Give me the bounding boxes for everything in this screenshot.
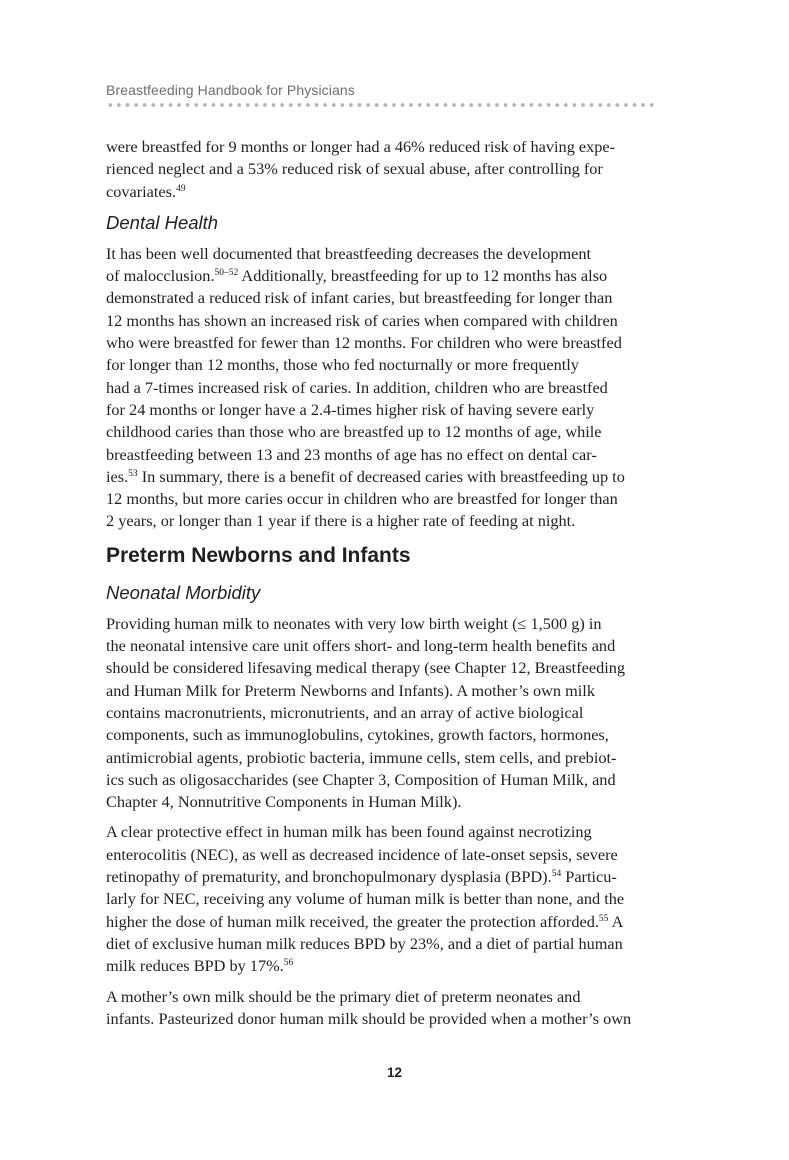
text-run: ies. (106, 466, 129, 486)
text-run: 12 months, but more caries occur in children who are breastfed for longer than (106, 489, 618, 509)
text-run: had a 7-times increased risk of caries. In addition, children who are breastfed (106, 377, 608, 397)
paragraph-neonatal-3 (106, 986, 666, 1031)
heading-neonatal-morbidity: Neonatal Morbidity (106, 581, 261, 603)
text-run: of malocclusion. (106, 266, 215, 286)
text-run: should be considered lifesaving medical therapy (see Chapter 12, Breastfeeding (106, 658, 626, 678)
text-run: and Human Milk for Preterm Newborns and Infants). A mother’s own milk (106, 680, 595, 700)
text-line (106, 287, 666, 309)
text-line (106, 702, 666, 724)
text-line (106, 844, 666, 866)
text-line (106, 657, 666, 679)
text-line (106, 986, 666, 1008)
text-line (106, 265, 666, 287)
text-line (106, 243, 666, 265)
text-line (106, 955, 666, 977)
paragraph-neonatal-1 (106, 613, 666, 814)
paragraph-dental-health (106, 243, 666, 533)
text-line (106, 747, 666, 769)
citation-superscript: 56 (283, 958, 294, 969)
text-run: ics such as oligosaccharides (see Chapter 3, Composition of Human Milk, and (106, 769, 616, 789)
text-run: for 24 months or longer have a 2.4-times higher risk of having severe early (106, 399, 595, 419)
text-run: who were breastfed for fewer than 12 months. For children who were breastfed (106, 333, 622, 353)
text-line (106, 911, 666, 933)
text-run: rienced neglect and a 53% reduced risk of sexual abuse, after controlling for (106, 159, 603, 179)
text-run: A (608, 911, 624, 931)
text-run: antimicrobial agents, probiotic bacteria, immune cells, stem cells, and prebiot- (106, 747, 617, 767)
text-run: A mother’s own milk should be the primary diet of preterm neonates and (106, 986, 581, 1006)
text-run: 12 months has shown an increased risk of caries when compared with children (106, 310, 618, 330)
text-run: contains macronutrients, micronutrients, and an array of active biological (106, 702, 584, 722)
text-line (106, 181, 666, 203)
text-line (106, 488, 666, 510)
text-line (106, 136, 666, 158)
citation-superscript: 55 (598, 913, 609, 924)
text-run: larly for NEC, receiving any volume of human milk is better than none, and the (106, 889, 625, 909)
text-line (106, 821, 666, 843)
citation-superscript: 50–52 (214, 268, 239, 279)
text-line (106, 866, 666, 888)
paragraph-neonatal-2 (106, 821, 666, 977)
running-head: Breastfeeding Handbook for Physicians (106, 82, 355, 98)
text-line (106, 421, 666, 443)
text-line (106, 724, 666, 746)
paragraph-continued (106, 136, 666, 203)
text-run: It has been well documented that breastfeeding decreases the development (106, 243, 592, 263)
text-line (106, 613, 666, 635)
text-run: components, such as immunoglobulins, cytokines, growth factors, hormones, (106, 725, 609, 745)
text-run: for longer than 12 months, those who fed nocturnally or more frequently (106, 355, 579, 375)
heading-dental-health: Dental Health (106, 211, 219, 233)
text-run: infants. Pasteurized donor human milk should be provided when a mother’s own (106, 1008, 632, 1028)
text-run: demonstrated a reduced risk of infant caries, but breastfeeding for longer than (106, 288, 613, 308)
text-run: childhood caries than those who are breastfed up to 12 months of age, while (106, 422, 602, 442)
text-line (106, 310, 666, 332)
text-run: A clear protective effect in human milk has been found against necrotizing (106, 822, 592, 842)
text-run: Providing human milk to neonates with very low birth weight (≤ 1,500 g) in (106, 613, 602, 633)
text-line (106, 158, 666, 180)
text-run: were breastfed for 9 months or longer had a 46% reduced risk of having expe- (106, 137, 616, 156)
text-line (106, 510, 666, 532)
heading-preterm-newborns: Preterm Newborns and Infants (106, 543, 411, 567)
text-run: 2 years, or longer than 1 year if there is a higher rate of feeding at night. (106, 511, 576, 531)
citation-superscript: 49 (176, 183, 186, 194)
text-run: covariates. (106, 181, 177, 201)
text-line (106, 466, 666, 488)
text-run: Chapter 4, Nonnutritive Components in Human Milk). (106, 792, 462, 812)
text-line (106, 888, 666, 910)
text-line (106, 444, 666, 466)
header-dotted-rule (106, 102, 658, 108)
text-line (106, 332, 666, 354)
text-run: breastfeeding between 13 and 23 months of age has no effect on dental car- (106, 444, 597, 464)
text-line (106, 354, 666, 376)
text-line (106, 635, 666, 657)
text-line (106, 377, 666, 399)
text-run: the neonatal intensive care unit offers short- and long-term health benefits and (106, 636, 616, 656)
text-run: In summary, there is a benefit of decreased caries with breastfeeding up to (137, 466, 625, 486)
citation-superscript: 53 (128, 468, 138, 479)
text-line (106, 933, 666, 955)
text-line (106, 791, 666, 813)
text-run: enterocolitis (NEC), as well as decreased incidence of late-onset sepsis, severe (106, 844, 618, 864)
page-body (106, 136, 666, 1038)
text-run: diet of exclusive human milk reduces BPD by 23%, and a diet of partial human (106, 933, 623, 953)
text-run: higher the dose of human milk received, the greater the protection afforded. (106, 911, 599, 931)
text-line (106, 680, 666, 702)
text-line (106, 769, 666, 791)
text-run: Particu- (561, 867, 617, 887)
page-number: 12 (386, 1065, 403, 1080)
text-line (106, 399, 666, 421)
text-run: milk reduces BPD by 17%. (106, 956, 284, 976)
text-run: Additionally, breastfeeding for up to 12 months has also (238, 266, 608, 286)
text-run: retinopathy of prematurity, and bronchopulmonary dysplasia (BPD). (106, 867, 552, 887)
citation-superscript: 54 (551, 869, 562, 880)
text-line (106, 1008, 666, 1030)
